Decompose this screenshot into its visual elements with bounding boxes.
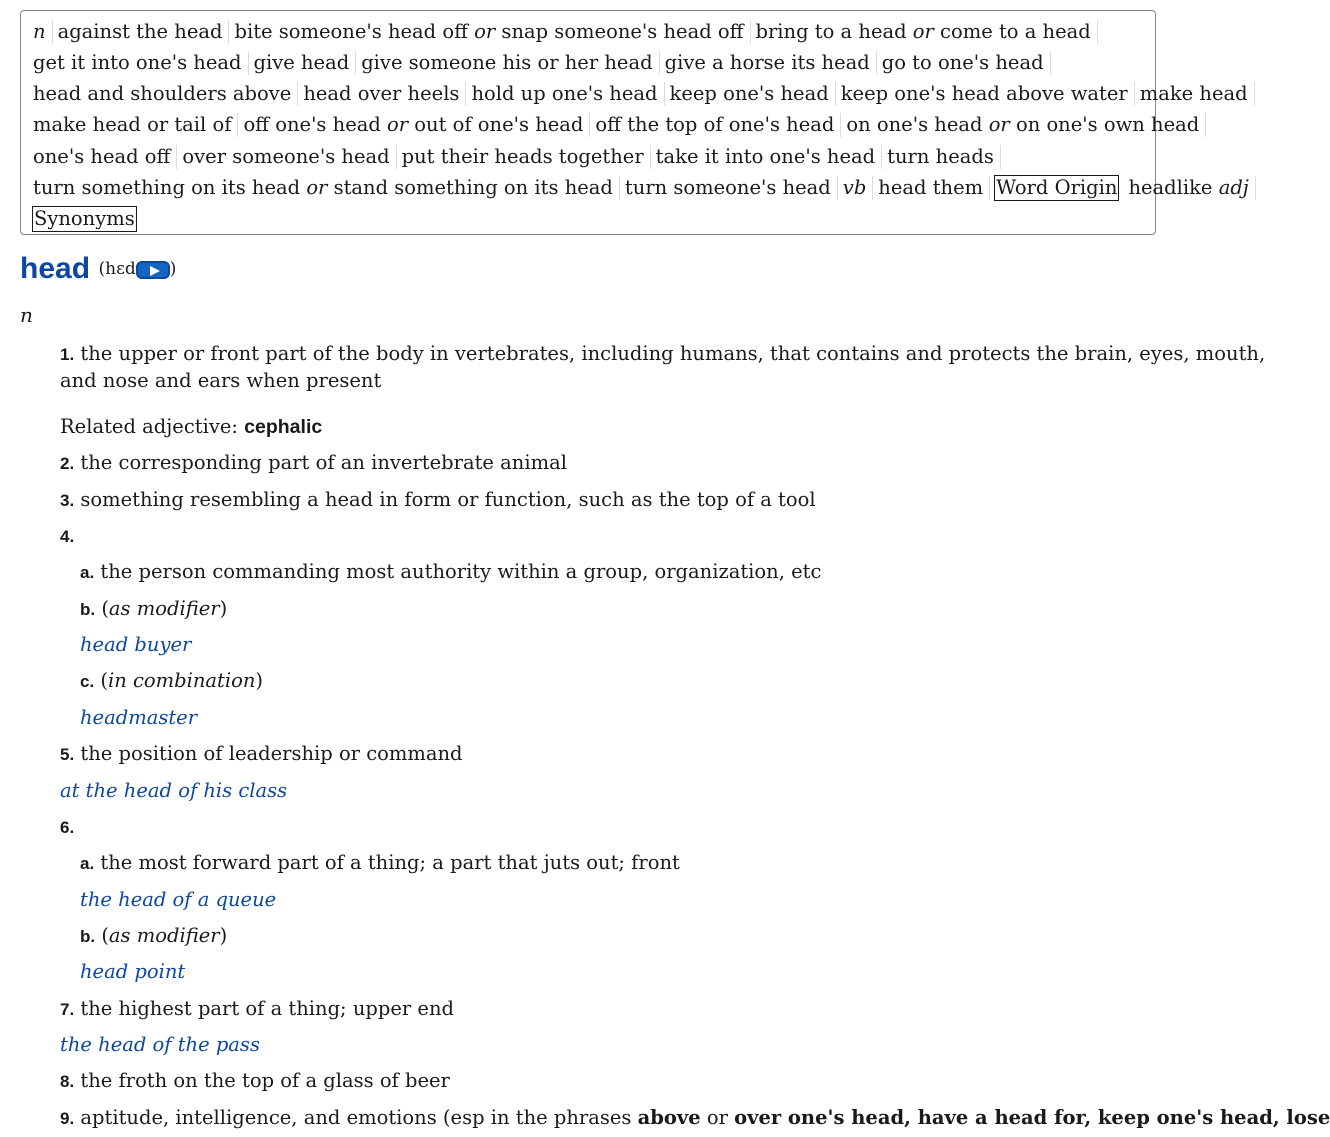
phrase-link-part: bring to a head [755, 19, 913, 43]
paren-open: ( [101, 597, 109, 620]
example-text: headmaster [80, 706, 198, 729]
definition-text: the most forward part of a thing; a part that juts out; front [100, 851, 680, 874]
subsense-letter: a. [80, 563, 95, 582]
phrase-link-part: or [474, 19, 496, 43]
sense-number: 3. [60, 491, 75, 510]
definition-9 [60, 1104, 1330, 1132]
phrase-link-part: or [912, 19, 934, 43]
paren-close: ) [255, 669, 264, 692]
definition-5 [60, 740, 463, 768]
definition-4b [80, 595, 227, 623]
definition-text: the person commanding most authority within a group, organization, etc [100, 560, 822, 583]
phrase-link[interactable]: against the head [57, 20, 230, 44]
subsense-letter: b. [80, 600, 96, 619]
phrase-index-box [20, 10, 1249, 235]
phrase-link-part: snap someone's head off [495, 19, 744, 43]
phrase-link[interactable]: vb [842, 176, 874, 200]
definition-4a [80, 558, 821, 586]
sense-number: 6. [60, 818, 75, 837]
related-word: cephalic [244, 416, 323, 438]
pronunciation-close: ) [169, 259, 177, 279]
definition-1 [60, 340, 1265, 368]
paren-close: ) [219, 597, 228, 620]
sense-number: 5. [60, 745, 75, 764]
phrase-link[interactable]: go to one's head [881, 51, 1051, 75]
phrase-link-part: come to a head [933, 19, 1091, 43]
definition-7 [60, 995, 454, 1023]
headword: head [20, 252, 91, 285]
phrase-index-row [32, 46, 1155, 77]
play-audio-icon[interactable] [136, 261, 170, 279]
example-text: head buyer [80, 633, 192, 656]
sense-number: 1. [60, 345, 75, 364]
definition-text: the corresponding part of an invertebrate animal [80, 451, 567, 474]
phrase-link-part: off one's head [243, 113, 388, 137]
phrase-index-row [32, 140, 1155, 171]
phrase-index-row [32, 78, 1248, 109]
sense-number: 7. [60, 1000, 75, 1019]
definition-8 [60, 1067, 450, 1095]
definition-6b [80, 922, 227, 950]
phrase-link-part: on one's head [846, 113, 989, 137]
definition-1-cont: and nose and ears when present [60, 369, 382, 392]
phrase-link[interactable]: keep one's head [669, 82, 836, 106]
sense-number: 9. [60, 1109, 75, 1128]
phrase-link[interactable]: over someone's head [181, 145, 396, 169]
phrase-index-row [32, 109, 1200, 140]
phrase-link[interactable]: give someone his or her head [360, 51, 659, 75]
related-adjective [60, 413, 322, 441]
definition-text: or [700, 1106, 735, 1129]
phrase-link-part: bite someone's head off [234, 19, 475, 43]
phrase-index-row [32, 203, 1155, 234]
phrase-link[interactable]: head over heels [302, 82, 466, 106]
definition-4 [60, 522, 74, 550]
pronunciation [98, 259, 176, 279]
sense-number: 4. [60, 527, 75, 546]
definition-2 [60, 449, 567, 477]
phrase-link-part: out of one's head [408, 113, 584, 137]
phrase-link[interactable] [1127, 176, 1255, 200]
definition-text: something resembling a head in form or function, such as the top of a tool [80, 488, 816, 511]
phrase-link[interactable]: n [32, 20, 53, 44]
example-text: at the head of his class [60, 779, 288, 802]
definition-3 [60, 486, 816, 514]
example-text: the head of a queue [80, 888, 277, 911]
phrase-link[interactable]: make head [1139, 82, 1255, 106]
phrase-bold: above [637, 1106, 701, 1129]
sense-number: 8. [60, 1072, 75, 1091]
phrase-link[interactable] [755, 20, 1098, 44]
phrase-link[interactable]: turn heads [886, 145, 1001, 169]
phrase-link[interactable]: head them [877, 176, 990, 200]
usage-label: in combination [108, 669, 256, 692]
phrase-link[interactable]: head and shoulders above [32, 82, 298, 106]
entry-header [20, 252, 176, 296]
definition-text: the upper or front part of the body in vertebrates, including humans, that contains and protects the brain, eyes, mouth, [80, 342, 1266, 365]
phrase-link[interactable] [233, 20, 750, 44]
phrase-link[interactable] [845, 113, 1206, 137]
definition-text: the froth on the top of a glass of beer [80, 1069, 450, 1092]
phrase-link[interactable]: Word Origin [996, 175, 1118, 199]
definition-text: the highest part of a thing; upper end [80, 997, 454, 1020]
phrase-link-part: turn something on its head [33, 175, 307, 199]
pronunciation-text: (hɛd [98, 259, 136, 279]
phrase-link[interactable]: hold up one's head [470, 82, 664, 106]
subsense-letter: b. [80, 927, 96, 946]
phrase-link[interactable]: one's head off [32, 145, 177, 169]
phrase-link[interactable] [242, 113, 590, 137]
phrase-link[interactable]: off the top of one's head [594, 113, 841, 137]
phrase-link[interactable]: take it into one's head [655, 145, 882, 169]
phrase-link-part: or [387, 113, 409, 137]
phrase-link[interactable]: give head [253, 51, 357, 75]
phrase-link-part: or [306, 175, 328, 199]
phrase-bold: over one's head, have a head for, keep one's head, lose [734, 1106, 1330, 1129]
phrase-link[interactable]: turn someone's head [624, 176, 838, 200]
phrase-link[interactable]: put their heads together [401, 145, 651, 169]
definition-text: the position of leadership or command [80, 742, 463, 765]
phrase-link-part: or [988, 113, 1010, 137]
phrase-index-row [32, 15, 1155, 46]
phrase-link[interactable]: Synonyms [34, 207, 135, 231]
definition-4c [80, 667, 263, 695]
subsense-letter: c. [80, 672, 95, 691]
phrase-link[interactable] [32, 176, 620, 200]
part-of-speech: n [20, 303, 33, 327]
sense-number: 2. [60, 454, 75, 473]
paren-open: ( [101, 924, 109, 947]
phrase-link-part: headlike [1128, 175, 1219, 199]
related-label: Related adjective: [60, 415, 238, 438]
phrase-link-part: on one's own head [1009, 113, 1200, 137]
phrase-link[interactable]: make head or tail of [32, 113, 238, 137]
phrase-link-part: adj [1218, 175, 1249, 199]
phrase-link[interactable]: keep one's head above water [840, 82, 1135, 106]
example-text: head point [80, 960, 186, 983]
phrase-link-part: stand something on its head [327, 175, 613, 199]
definition-6 [60, 813, 74, 841]
phrase-link[interactable]: give a horse its head [664, 51, 877, 75]
phrase-link[interactable]: get it into one's head [32, 51, 249, 75]
usage-label: as modifier [108, 924, 220, 947]
definition-text: aptitude, intelligence, and emotions (esp in the phrases [80, 1106, 638, 1129]
example-text: the head of the pass [60, 1033, 260, 1056]
subsense-letter: a. [80, 854, 95, 873]
phrase-index-row [32, 171, 1249, 202]
phrase-index-lines [32, 15, 1249, 234]
definition-6a [80, 849, 680, 877]
usage-label: as modifier [108, 597, 220, 620]
paren-open: ( [100, 669, 108, 692]
paren-close: ) [219, 924, 228, 947]
